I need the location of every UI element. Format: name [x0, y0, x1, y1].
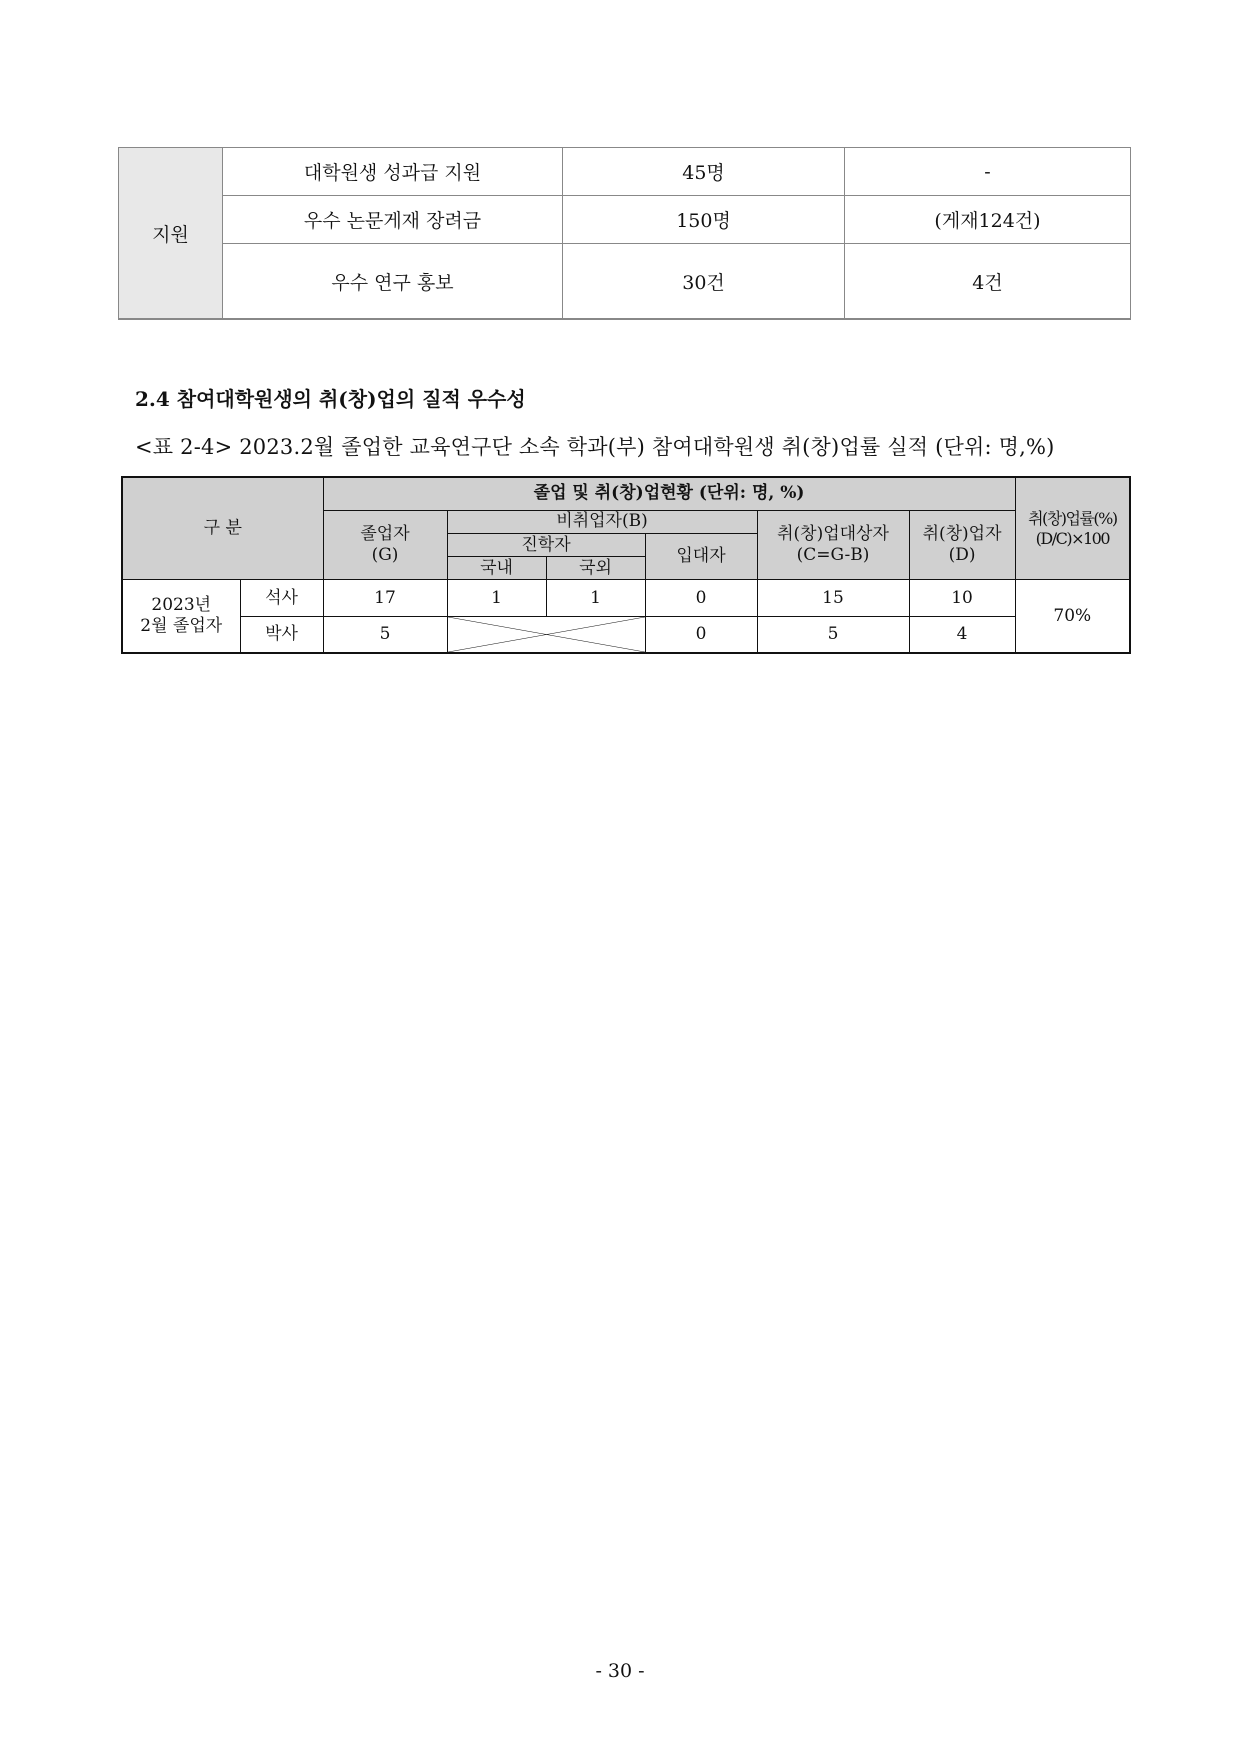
- domestic-cell: 1: [447, 580, 546, 617]
- result-cell: 4건: [845, 244, 1131, 320]
- graduates-header: [323, 510, 447, 580]
- not-applicable-cell: [447, 616, 645, 653]
- item-cell: 우수 논문게재 장려금: [223, 196, 563, 244]
- overseas-header: 국외: [546, 557, 645, 580]
- rate-cell: 70%: [1015, 580, 1130, 653]
- target-header-line2: (C=G-B): [796, 545, 870, 566]
- group-label-line2: 2월 졸업자: [140, 616, 223, 637]
- graduates-header-line2: (G): [371, 545, 399, 566]
- status-group-header: 졸업 및 취(창)업현황 (단위: 명, %): [323, 477, 1015, 510]
- table-caption: <표 2-4> 2023.2월 졸업한 교육연구단 소속 학과(부) 참여대학원생 취(창)업률 실적 (단위: 명,%): [135, 435, 1055, 459]
- graduates-cell: 5: [323, 616, 447, 653]
- target-header-line1: 취(창)업대상자: [777, 523, 889, 544]
- military-cell: 0: [645, 580, 757, 617]
- target-cell: 5: [757, 616, 909, 653]
- non-employed-header: 비취업자(B): [447, 510, 757, 533]
- military-header: 입대자: [645, 534, 757, 580]
- table-row: [119, 244, 1131, 320]
- employment-table: [121, 476, 1131, 654]
- result-cell: (게재124건): [845, 196, 1131, 244]
- result-cell: -: [845, 148, 1131, 196]
- target-cell: 30건: [563, 244, 845, 320]
- domestic-header: 국내: [447, 557, 546, 580]
- target-header: [757, 510, 909, 580]
- military-cell: 0: [645, 616, 757, 653]
- support-table: [118, 147, 1131, 320]
- diagonal-cross: [448, 617, 645, 652]
- rate-header-line1: 취(창)업률(%): [1028, 508, 1117, 528]
- rate-header: [1015, 477, 1130, 580]
- graduates-header-line1: 졸업자: [360, 523, 410, 544]
- employed-cell: 4: [909, 616, 1015, 653]
- employed-cell: 10: [909, 580, 1015, 617]
- further-study-header: 진학자: [447, 534, 645, 557]
- division-header: 구 분: [122, 477, 323, 580]
- degree-cell: 박사: [240, 616, 323, 653]
- group-label-line1: 2023년: [151, 594, 212, 615]
- item-cell: 우수 연구 홍보: [223, 244, 563, 320]
- category-cell: 지원: [119, 148, 223, 320]
- item-cell: 대학원생 성과급 지원: [223, 148, 563, 196]
- table-row: [122, 616, 1130, 653]
- target-cell: 45명: [563, 148, 845, 196]
- graduates-cell: 17: [323, 580, 447, 617]
- table-row: [119, 196, 1131, 244]
- table-row: [119, 148, 1131, 196]
- employed-header-line1: 취(창)업자: [922, 523, 1002, 544]
- overseas-cell: 1: [546, 580, 645, 617]
- page-number: - 30 -: [595, 1660, 645, 1682]
- employed-header-line2: (D): [948, 545, 976, 566]
- section-heading: 2.4 참여대학원생의 취(창)업의 질적 우수성: [135, 387, 526, 411]
- employed-header: [909, 510, 1015, 580]
- target-cell: 150명: [563, 196, 845, 244]
- header-row: [122, 477, 1130, 510]
- target-cell: 15: [757, 580, 909, 617]
- group-label-cell: [122, 580, 240, 653]
- rate-header-line2: (D/C)×100: [1035, 528, 1110, 548]
- degree-cell: 석사: [240, 580, 323, 617]
- table-row: [122, 580, 1130, 617]
